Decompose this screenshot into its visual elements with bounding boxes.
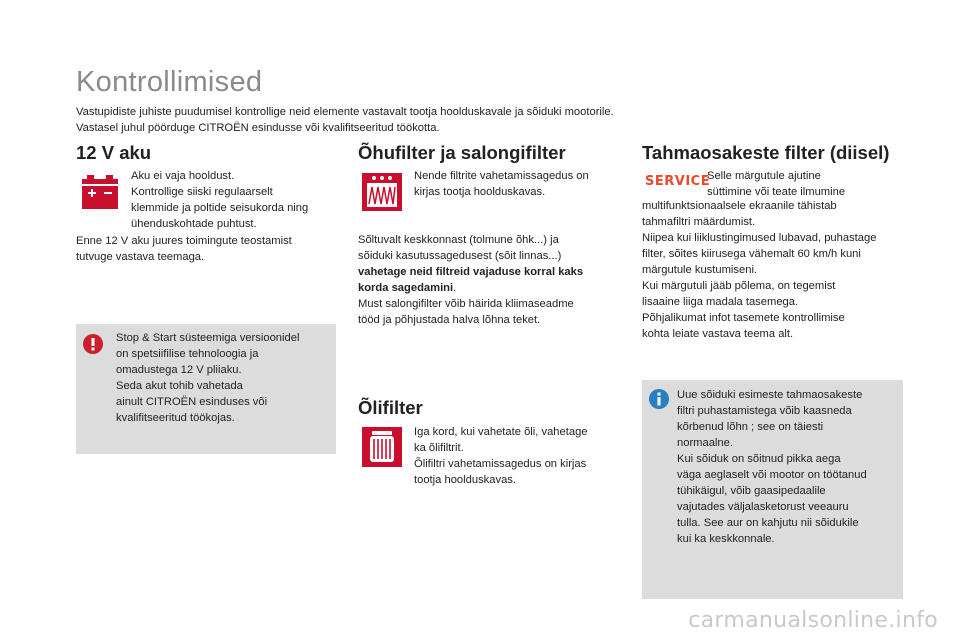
diesel-line: multifunktsionaalsele ekraanile tähistab — [642, 200, 837, 212]
air-filter-line: Nende filtrite vahetamissagedus on — [414, 170, 589, 182]
oil-filter-heading: Õlifilter — [358, 397, 423, 418]
air-filter-bold-end: . — [453, 282, 457, 294]
battery-line: Aku ei vaja hooldust. — [131, 170, 235, 182]
battery-line: ühenduskohtade puhtust. — [131, 218, 257, 230]
diesel-line: Kui märgutuli jääb põlema, on tegemist — [642, 280, 836, 292]
diesel-line: filter, sõites kiirusega vähemalt 60 km/h kuni — [642, 248, 861, 260]
watermark: carmanualsonline.info — [688, 608, 938, 633]
oil-filter-text — [414, 424, 624, 488]
note-line: kvalifitseeritud töökojas. — [116, 412, 235, 424]
intro-text — [76, 104, 896, 136]
air-filter-body-line: sõiduki kasutussagedusest (sõit linnas...) — [358, 250, 562, 262]
battery-text — [131, 168, 341, 232]
note-line: omadustega 12 V pliiaku. — [116, 364, 242, 376]
battery-after-line: tutvuge vastava teemaga. — [76, 251, 205, 263]
info-icon — [649, 389, 669, 409]
diesel-line: tahmafiltri määrdumist. — [642, 216, 756, 228]
note-line: kui ka keskkonnale. — [677, 533, 775, 545]
battery-line: Kontrollige siiski regulaarselt — [131, 186, 273, 198]
note-line: Kui sõiduk on sõitnud pikka aega — [677, 453, 841, 465]
diesel-note-text — [677, 387, 899, 547]
air-filter-bold: vahetage neid filtreid vajaduse korral kaks — [358, 266, 584, 278]
battery-after-line: Enne 12 V aku juures toimingute teostamist — [76, 235, 292, 247]
oil-filter-line: ka õlifiltrit. — [414, 442, 464, 454]
warning-icon — [83, 334, 103, 354]
battery-after-text — [76, 233, 336, 265]
oil-filter-line: Iga kord, kui vahetate õli, vahetage — [414, 426, 588, 438]
diesel-side-text — [707, 168, 897, 200]
diesel-side-line: süttimine või teate ilmumine — [707, 186, 846, 198]
battery-warning-note — [76, 324, 336, 454]
battery-icon — [76, 170, 124, 214]
note-line: on spetsiifilise tehnoloogia ja — [116, 348, 259, 360]
diesel-filter-text — [642, 198, 912, 342]
note-line: tühikäigul, võib gaasipedaalile — [677, 485, 826, 497]
air-filter-line: kirjas tootja hoolduskavas. — [414, 186, 546, 198]
air-filter-after-line: Must salongifilter võib häirida kliimaseadme — [358, 298, 574, 310]
air-filter-bold: korda sagedamini — [358, 282, 454, 294]
note-line: Seda akut tohib vahetada — [116, 380, 243, 392]
note-line: filtri puhastamistega võib kaasneda — [677, 405, 852, 417]
intro-line: Vastupidiste juhiste puudumisel kontrollige neid elemente vastavalt tootja hoolduskavale ja sõiduki mootorile. — [76, 106, 614, 118]
air-filter-bold-line — [358, 280, 628, 296]
diesel-line: märgutule kustumiseni. — [642, 264, 758, 276]
diesel-line: lisaaine liiga madala tasemega. — [642, 296, 799, 308]
diesel-line: Niipea kui liiklustingimused lubavad, puhastage — [642, 232, 877, 244]
air-filter-after-line: tööd ja põhjustada halva lõhna teket. — [358, 314, 541, 326]
oil-filter-line: tootja hoolduskavas. — [414, 474, 516, 486]
air-filter-body — [358, 232, 628, 328]
note-line: ainult CITROËN esinduses või — [116, 396, 268, 408]
note-line: normaalne. — [677, 437, 733, 449]
diesel-line: kohta leiate vastava teema alt. — [642, 328, 794, 340]
oil-filter-line: Õlifiltri vahetamissagedus on kirjas — [414, 458, 587, 470]
note-line: vajutades väljalasketorust veeauru — [677, 501, 849, 513]
air-filter-text — [414, 168, 624, 200]
battery-line: klemmide ja poltide seisukorda ning — [131, 202, 309, 214]
air-filter-icon — [358, 170, 406, 214]
battery-note-text — [116, 330, 331, 426]
air-filter-body-line: Sõltuvalt keskkonnast (tolmune õhk...) ja — [358, 234, 559, 246]
page-title: Kontrollimised — [76, 66, 263, 98]
note-line: kõrbenud lõhn ; see on täiesti — [677, 421, 824, 433]
diesel-filter-heading: Tahmaosakeste filter (diisel) — [642, 142, 890, 163]
note-line: väga aeglaselt või mootor on töötanud — [677, 469, 867, 481]
intro-line: Vastasel juhul pöörduge CITROËN esindusse või kvalifitseeritud töökotta. — [76, 122, 440, 134]
note-line: Uue sõiduki esimeste tahmaosakeste — [677, 389, 863, 401]
note-line: tulla. See aur on kahjutu nii sõidukile — [677, 517, 859, 529]
battery-heading: 12 V aku — [76, 142, 152, 163]
diesel-side-line: Selle märgutule ajutine — [707, 170, 821, 182]
air-filter-bold-line — [358, 264, 628, 280]
air-filter-heading: Õhufilter ja salongifilter — [358, 142, 566, 163]
service-warning-icon: SERVICE — [645, 174, 711, 189]
note-line: Stop & Start süsteemiga versioonidel — [116, 332, 300, 344]
oil-filter-icon — [358, 424, 406, 470]
diesel-line: Põhjalikumat infot tasemete kontrollimise — [642, 312, 845, 324]
diesel-info-note — [642, 380, 903, 599]
